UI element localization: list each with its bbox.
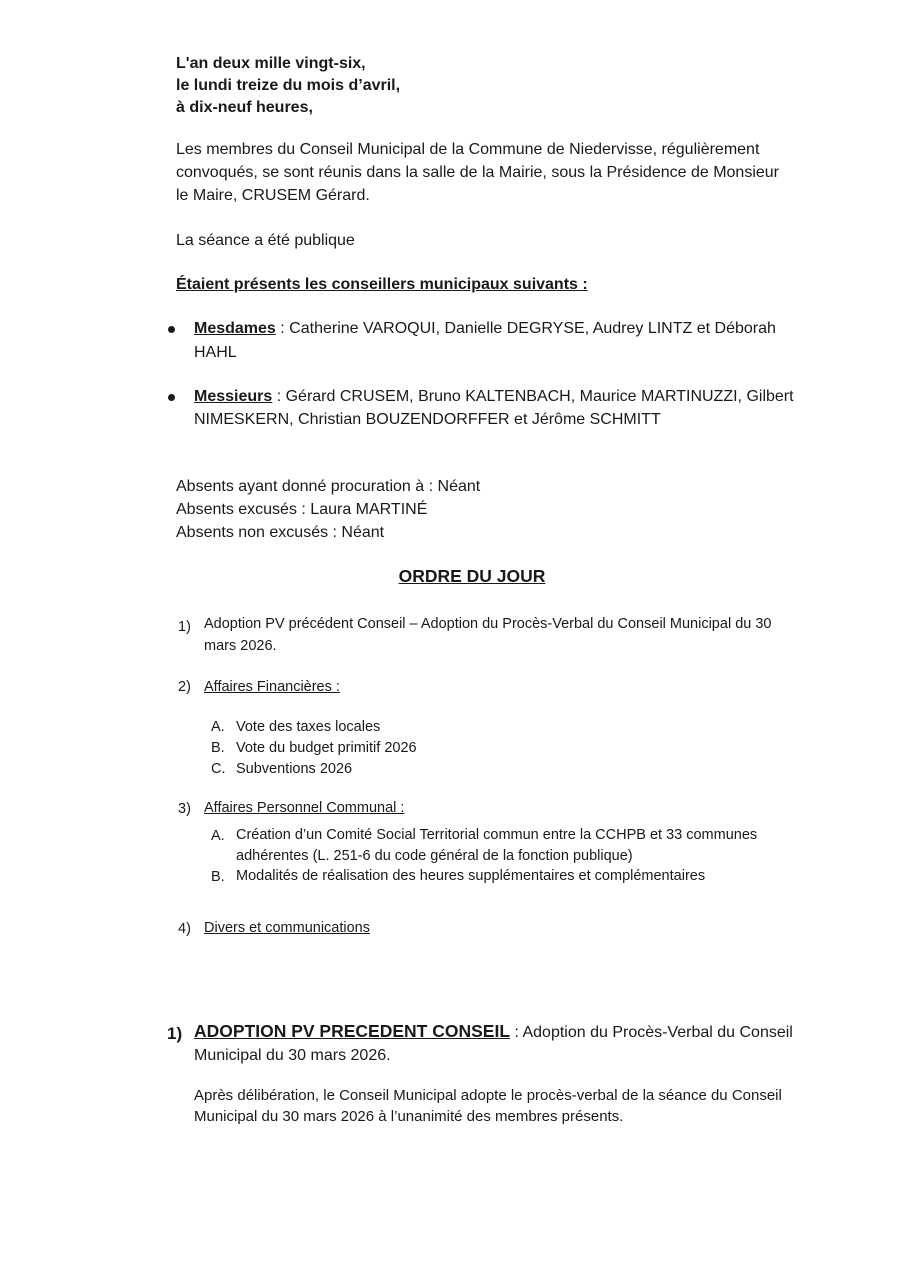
header-line-1: L'an deux mille vingt-six, <box>176 55 366 72</box>
section-1-body-line-1: Après délibération, le Conseil Municipal adopte le procès-verbal de la séance du Conseil <box>194 1087 782 1104</box>
ordre-item-1-line-2: mars 2026. <box>204 638 277 654</box>
absents-excuses: Absents excusés : Laura MARTINÉ <box>176 501 428 518</box>
intro-line-3: le Maire, CRUSEM Gérard. <box>176 187 370 204</box>
bullet-icon <box>168 326 175 333</box>
absents-procuration: Absents ayant donné procuration à : Néant <box>176 478 481 495</box>
ordre-item-2-sub-letter: C. <box>211 761 226 777</box>
ordre-item-2-sub-letter: B. <box>211 740 225 756</box>
mesdames-line-1 <box>194 317 776 340</box>
header-line-3: à dix-neuf heures, <box>176 99 313 116</box>
ordre-item-3-sub-letter: B. <box>211 869 225 885</box>
ordre-item-2-label: Affaires Financières : <box>204 679 340 695</box>
header-line-2: le lundi treize du mois d’avril, <box>176 77 401 94</box>
ordre-title: ORDRE DU JOUR <box>398 566 546 586</box>
ordre-item-2-sub-text: Vote des taxes locales <box>236 719 381 735</box>
ordre-item-2-sub-text: Subventions 2026 <box>236 761 353 777</box>
ordre-item-1-num: 1) <box>178 619 191 635</box>
ordre-item-3-sub-a-line-1: Création d’un Comité Social Territorial commun entre la CCHPB et 33 communes <box>236 827 758 843</box>
intro-line-1: Les membres du Conseil Municipal de la Commune de Niedervisse, régulièrement <box>176 141 760 158</box>
messieurs-line-2: NIMESKERN, Christian BOUZENDORFFER et Jérôme SCHMITT <box>194 411 661 428</box>
mesdames-names: : Catherine VAROQUI, Danielle DEGRYSE, Audrey LINTZ et Déborah <box>275 320 776 337</box>
ordre-item-4-num: 4) <box>178 921 191 937</box>
section-1-line-2: Municipal du 30 mars 2026. <box>194 1047 391 1064</box>
ordre-item-4-label: Divers et communications <box>204 920 370 936</box>
bullet-icon <box>168 394 175 401</box>
seance-text: La séance a été publique <box>176 232 355 249</box>
ordre-item-3-sub-letter: A. <box>211 828 225 844</box>
section-1-num: 1) <box>167 1024 183 1043</box>
ordre-item-2-sub-text: Vote du budget primitif 2026 <box>236 740 417 756</box>
mesdames-line-2: HAHL <box>194 344 237 361</box>
presents-heading: Étaient présents les conseillers municipaux suivants : <box>176 276 588 293</box>
ordre-item-2-sub-letter: A. <box>211 719 225 735</box>
messieurs-line-1 <box>194 385 794 408</box>
mesdames-label: Mesdames <box>194 320 276 337</box>
ordre-item-3-sub-a-line-2: adhérentes (L. 251-6 du code général de la fonction publique) <box>236 848 633 864</box>
intro-line-2: convoqués, se sont réunis dans la salle de la Mairie, sous la Présidence de Monsieur <box>176 164 779 181</box>
section-1-body-line-2: Municipal du 30 mars 2026 à l’unanimité des membres présents. <box>194 1108 624 1125</box>
section-1-heading: ADOPTION PV PRECEDENT CONSEIL <box>194 1021 511 1041</box>
ordre-item-3-label: Affaires Personnel Communal : <box>204 800 405 816</box>
ordre-item-3-num: 3) <box>178 801 191 817</box>
messieurs-names: : Gérard CRUSEM, Bruno KALTENBACH, Maurice MARTINUZZI, Gilbert <box>272 388 794 405</box>
section-1-line-1-rest: : Adoption du Procès-Verbal du Conseil <box>510 1024 793 1041</box>
absents-non-excuses: Absents non excusés : Néant <box>176 524 385 541</box>
ordre-item-3-sub-b-text: Modalités de réalisation des heures supplémentaires et complémentaires <box>236 868 706 884</box>
section-1-line-1 <box>194 1019 793 1045</box>
ordre-item-1-line-1: Adoption PV précédent Conseil – Adoption du Procès-Verbal du Conseil Municipal du 30 <box>204 616 772 632</box>
messieurs-label: Messieurs <box>194 388 273 405</box>
ordre-item-2-num: 2) <box>178 679 191 695</box>
